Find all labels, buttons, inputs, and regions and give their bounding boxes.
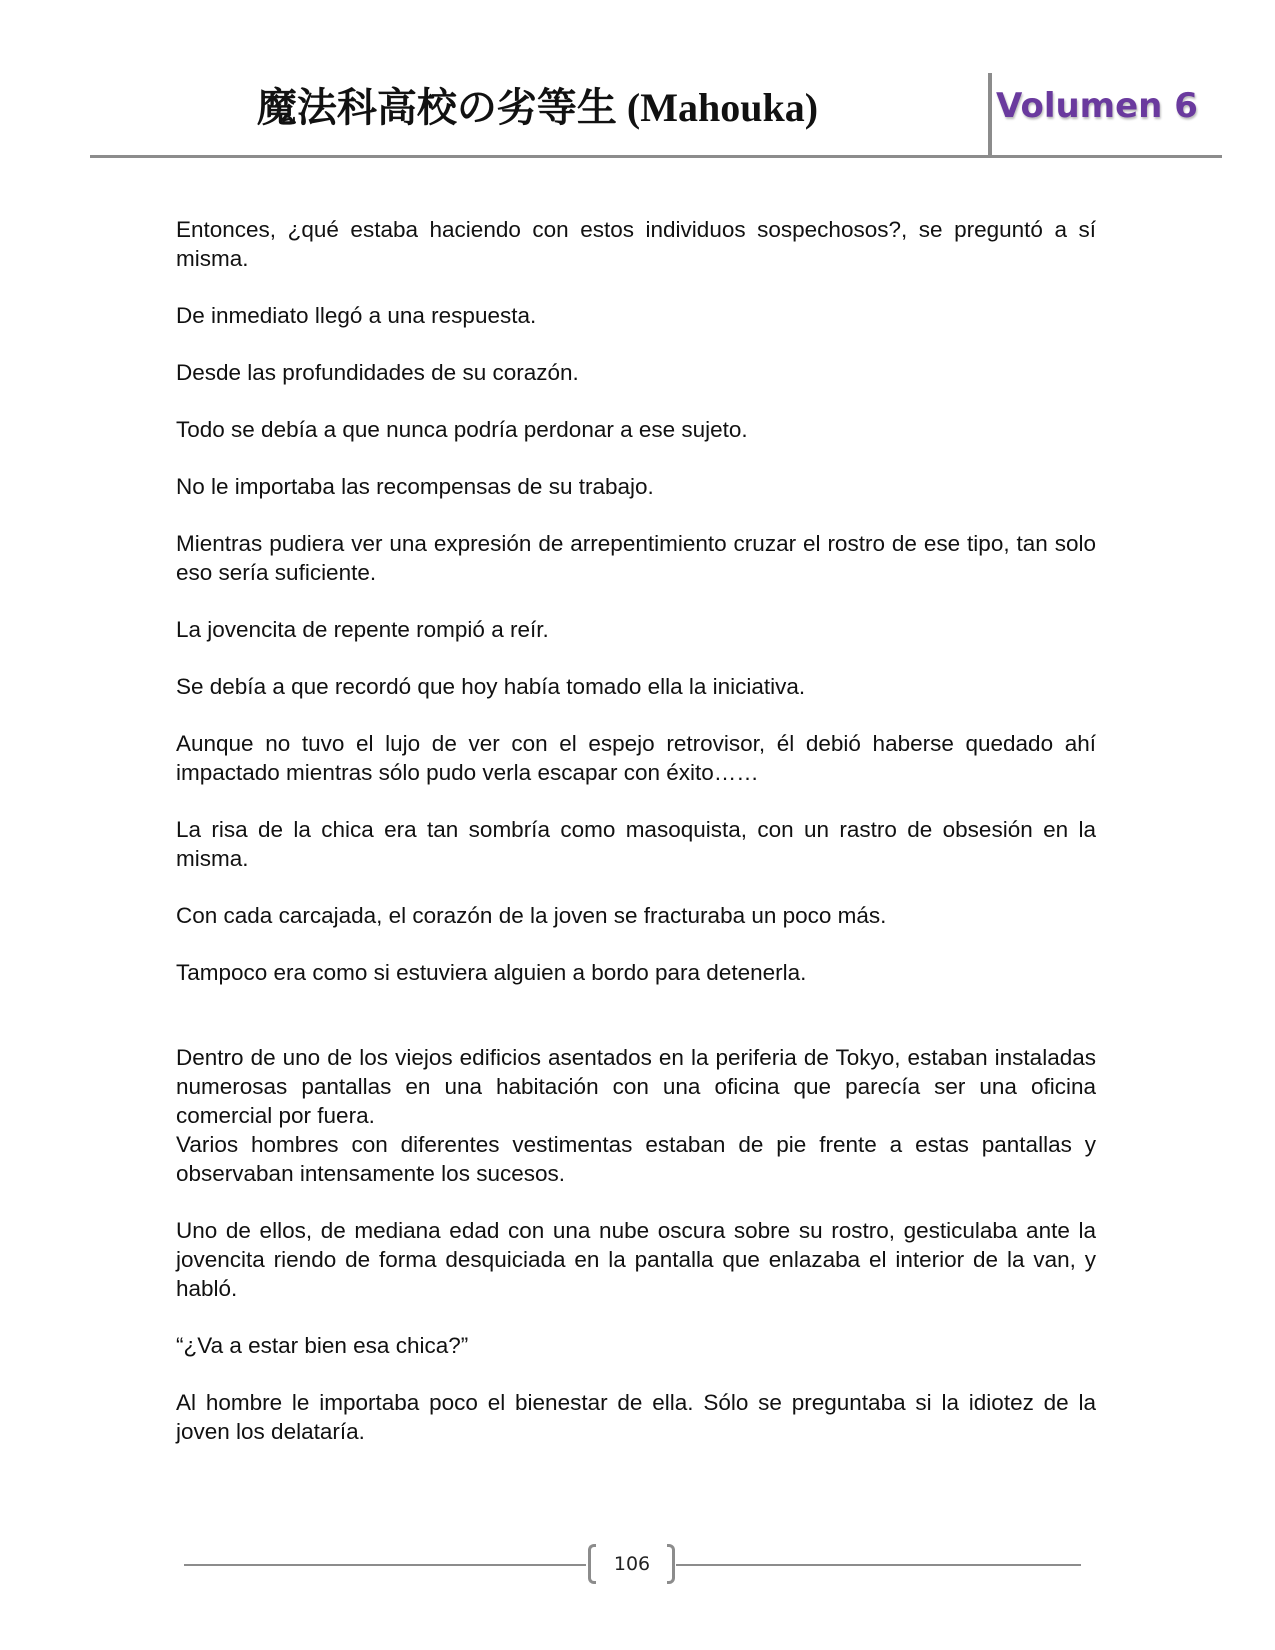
paragraph: Se debía a que recordó que hoy había tomado ella la iniciativa. <box>176 674 806 699</box>
paragraph: Entonces, ¿qué estaba haciendo con estos individuos sospechosos?, se preguntó a sí misma. <box>176 217 1096 271</box>
paragraph: Uno de ellos, de mediana edad con una nube oscura sobre su rostro, gesticulaba ante la jovencita riendo de forma desquiciada en la pantalla que enlazaba el interior de la van, y habló. <box>176 1218 1096 1301</box>
page-number: 106 <box>613 1553 651 1575</box>
page-footer <box>0 1540 1275 1590</box>
page-body <box>176 215 1096 1474</box>
footer-rule-left <box>184 1564 586 1566</box>
paragraph: Al hombre le importaba poco el bienestar de ella. Sólo se preguntaba si la idiotez de la joven los delataría. <box>176 1390 1096 1444</box>
page-header <box>0 0 1275 160</box>
paragraph: Desde las profundidades de su corazón. <box>176 360 579 385</box>
paragraph: Aunque no tuvo el lujo de ver con el espejo retrovisor, él debió haberse quedado ahí impactado mientras sólo pudo verla escapar con éxito…… <box>176 731 1096 785</box>
book-title: 魔法科高校の劣等生 (Mahouka) <box>256 85 819 130</box>
left-bracket-ornament <box>588 1544 596 1584</box>
paragraph: No le importaba las recompensas de su trabajo. <box>176 474 654 499</box>
right-bracket-ornament <box>667 1544 675 1584</box>
header-divider-vertical <box>988 73 992 157</box>
paragraph: Mientras pudiera ver una expresión de arrepentimiento cruzar el rostro de ese tipo, tan solo eso sería suficiente. <box>176 531 1096 585</box>
paragraph: Varios hombres con diferentes vestimentas estaban de pie frente a estas pantallas y observaban intensamente los sucesos. <box>176 1132 1096 1186</box>
footer-rule-right <box>676 1564 1081 1566</box>
paragraph: Tampoco era como si estuviera alguien a bordo para detenerla. <box>176 960 807 985</box>
paragraph: La jovencita de repente rompió a reír. <box>176 617 549 642</box>
paragraph: Todo se debía a que nunca podría perdonar a ese sujeto. <box>176 417 748 442</box>
paragraph: La risa de la chica era tan sombría como masoquista, con un rastro de obsesión en la misma. <box>176 817 1096 871</box>
dialogue-line: “¿Va a estar bien esa chica?” <box>176 1333 469 1358</box>
header-divider-horizontal <box>90 155 1222 158</box>
paragraph: Con cada carcajada, el corazón de la joven se fracturaba un poco más. <box>176 903 887 928</box>
paragraph: Dentro de uno de los viejos edificios asentados en la periferia de Tokyo, estaban instaladas numerosas pantallas en una habitación con una oficina que parecía ser una oficina comercial por fuera. <box>176 1045 1096 1128</box>
volume-label: Volumen 6 <box>996 86 1198 126</box>
paragraph: De inmediato llegó a una respuesta. <box>176 303 537 328</box>
